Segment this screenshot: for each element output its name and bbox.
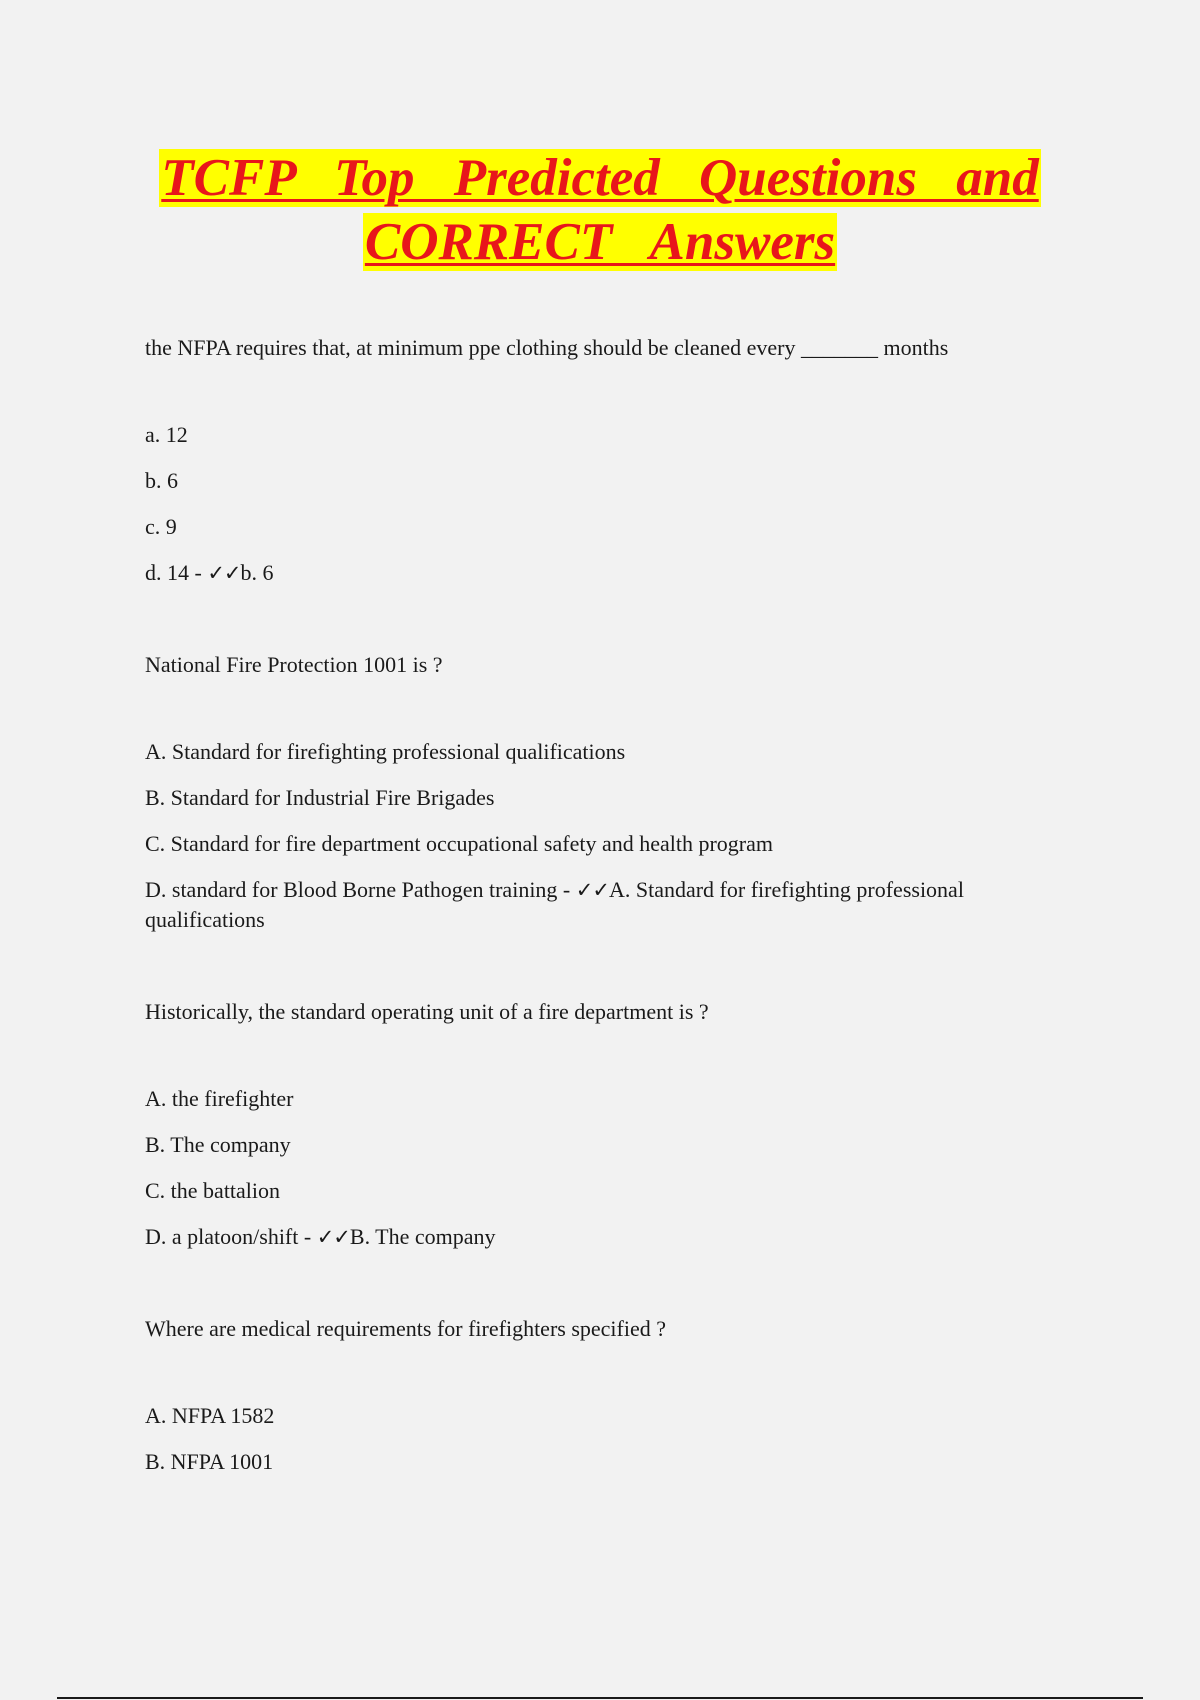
- questions-list: [145, 332, 1065, 1538]
- option-text: D. a platoon/shift -: [145, 1224, 312, 1249]
- double-check-icon: ✓✓: [207, 561, 241, 585]
- option-text: D. standard for Blood Borne Pathogen training -: [145, 877, 571, 902]
- option-text: d. 14 -: [145, 560, 202, 585]
- option-item: B. NFPA 1001: [145, 1449, 274, 1474]
- option-item-with-answer: [145, 875, 1065, 935]
- document-title: [140, 146, 1060, 274]
- question-block-4: [145, 1313, 1065, 1477]
- double-check-icon: ✓✓: [575, 878, 609, 902]
- option-item-with-answer: [145, 1222, 1065, 1252]
- options-list: [145, 737, 1065, 935]
- option-item: B. The company: [145, 1132, 291, 1157]
- question-block-2: [145, 649, 1065, 935]
- options-list: [145, 1401, 1065, 1477]
- options-list: [145, 1084, 1065, 1252]
- double-check-icon: ✓✓: [316, 1225, 350, 1249]
- answer-text: B. The company: [349, 1224, 496, 1249]
- question-block-3: [145, 996, 1065, 1252]
- title-line-2: CORRECT Answers: [364, 213, 836, 271]
- option-item: c. 9: [145, 514, 177, 539]
- question-text: the NFPA requires that, at minimum ppe clothing should be cleaned every _______ months: [145, 335, 949, 360]
- answer-text: A. Standard for firefighting professional qualifications: [145, 877, 964, 932]
- page-bottom-divider: [57, 1697, 1143, 1699]
- option-item: C. the battalion: [145, 1178, 281, 1203]
- question-block-1: [145, 332, 1065, 588]
- option-item: B. Standard for Industrial Fire Brigades: [145, 785, 495, 810]
- question-text: Historically, the standard operating unit of a fire department is ?: [145, 999, 709, 1024]
- options-list: [145, 420, 1065, 588]
- option-item: A. Standard for firefighting professional qualifications: [145, 739, 626, 764]
- question-text: National Fire Protection 1001 is ?: [145, 652, 443, 677]
- option-item: A. NFPA 1582: [145, 1403, 275, 1428]
- option-item: a. 12: [145, 422, 188, 447]
- answer-text: b. 6: [240, 560, 274, 585]
- option-item: A. the firefighter: [145, 1086, 294, 1111]
- option-item: C. Standard for fire department occupational safety and health program: [145, 831, 773, 856]
- question-text: Where are medical requirements for firefighters specified ?: [145, 1316, 667, 1341]
- option-item-with-answer: [145, 558, 1065, 588]
- option-item: b. 6: [145, 468, 178, 493]
- title-line-1: TCFP Top Predicted Questions and: [161, 149, 1039, 207]
